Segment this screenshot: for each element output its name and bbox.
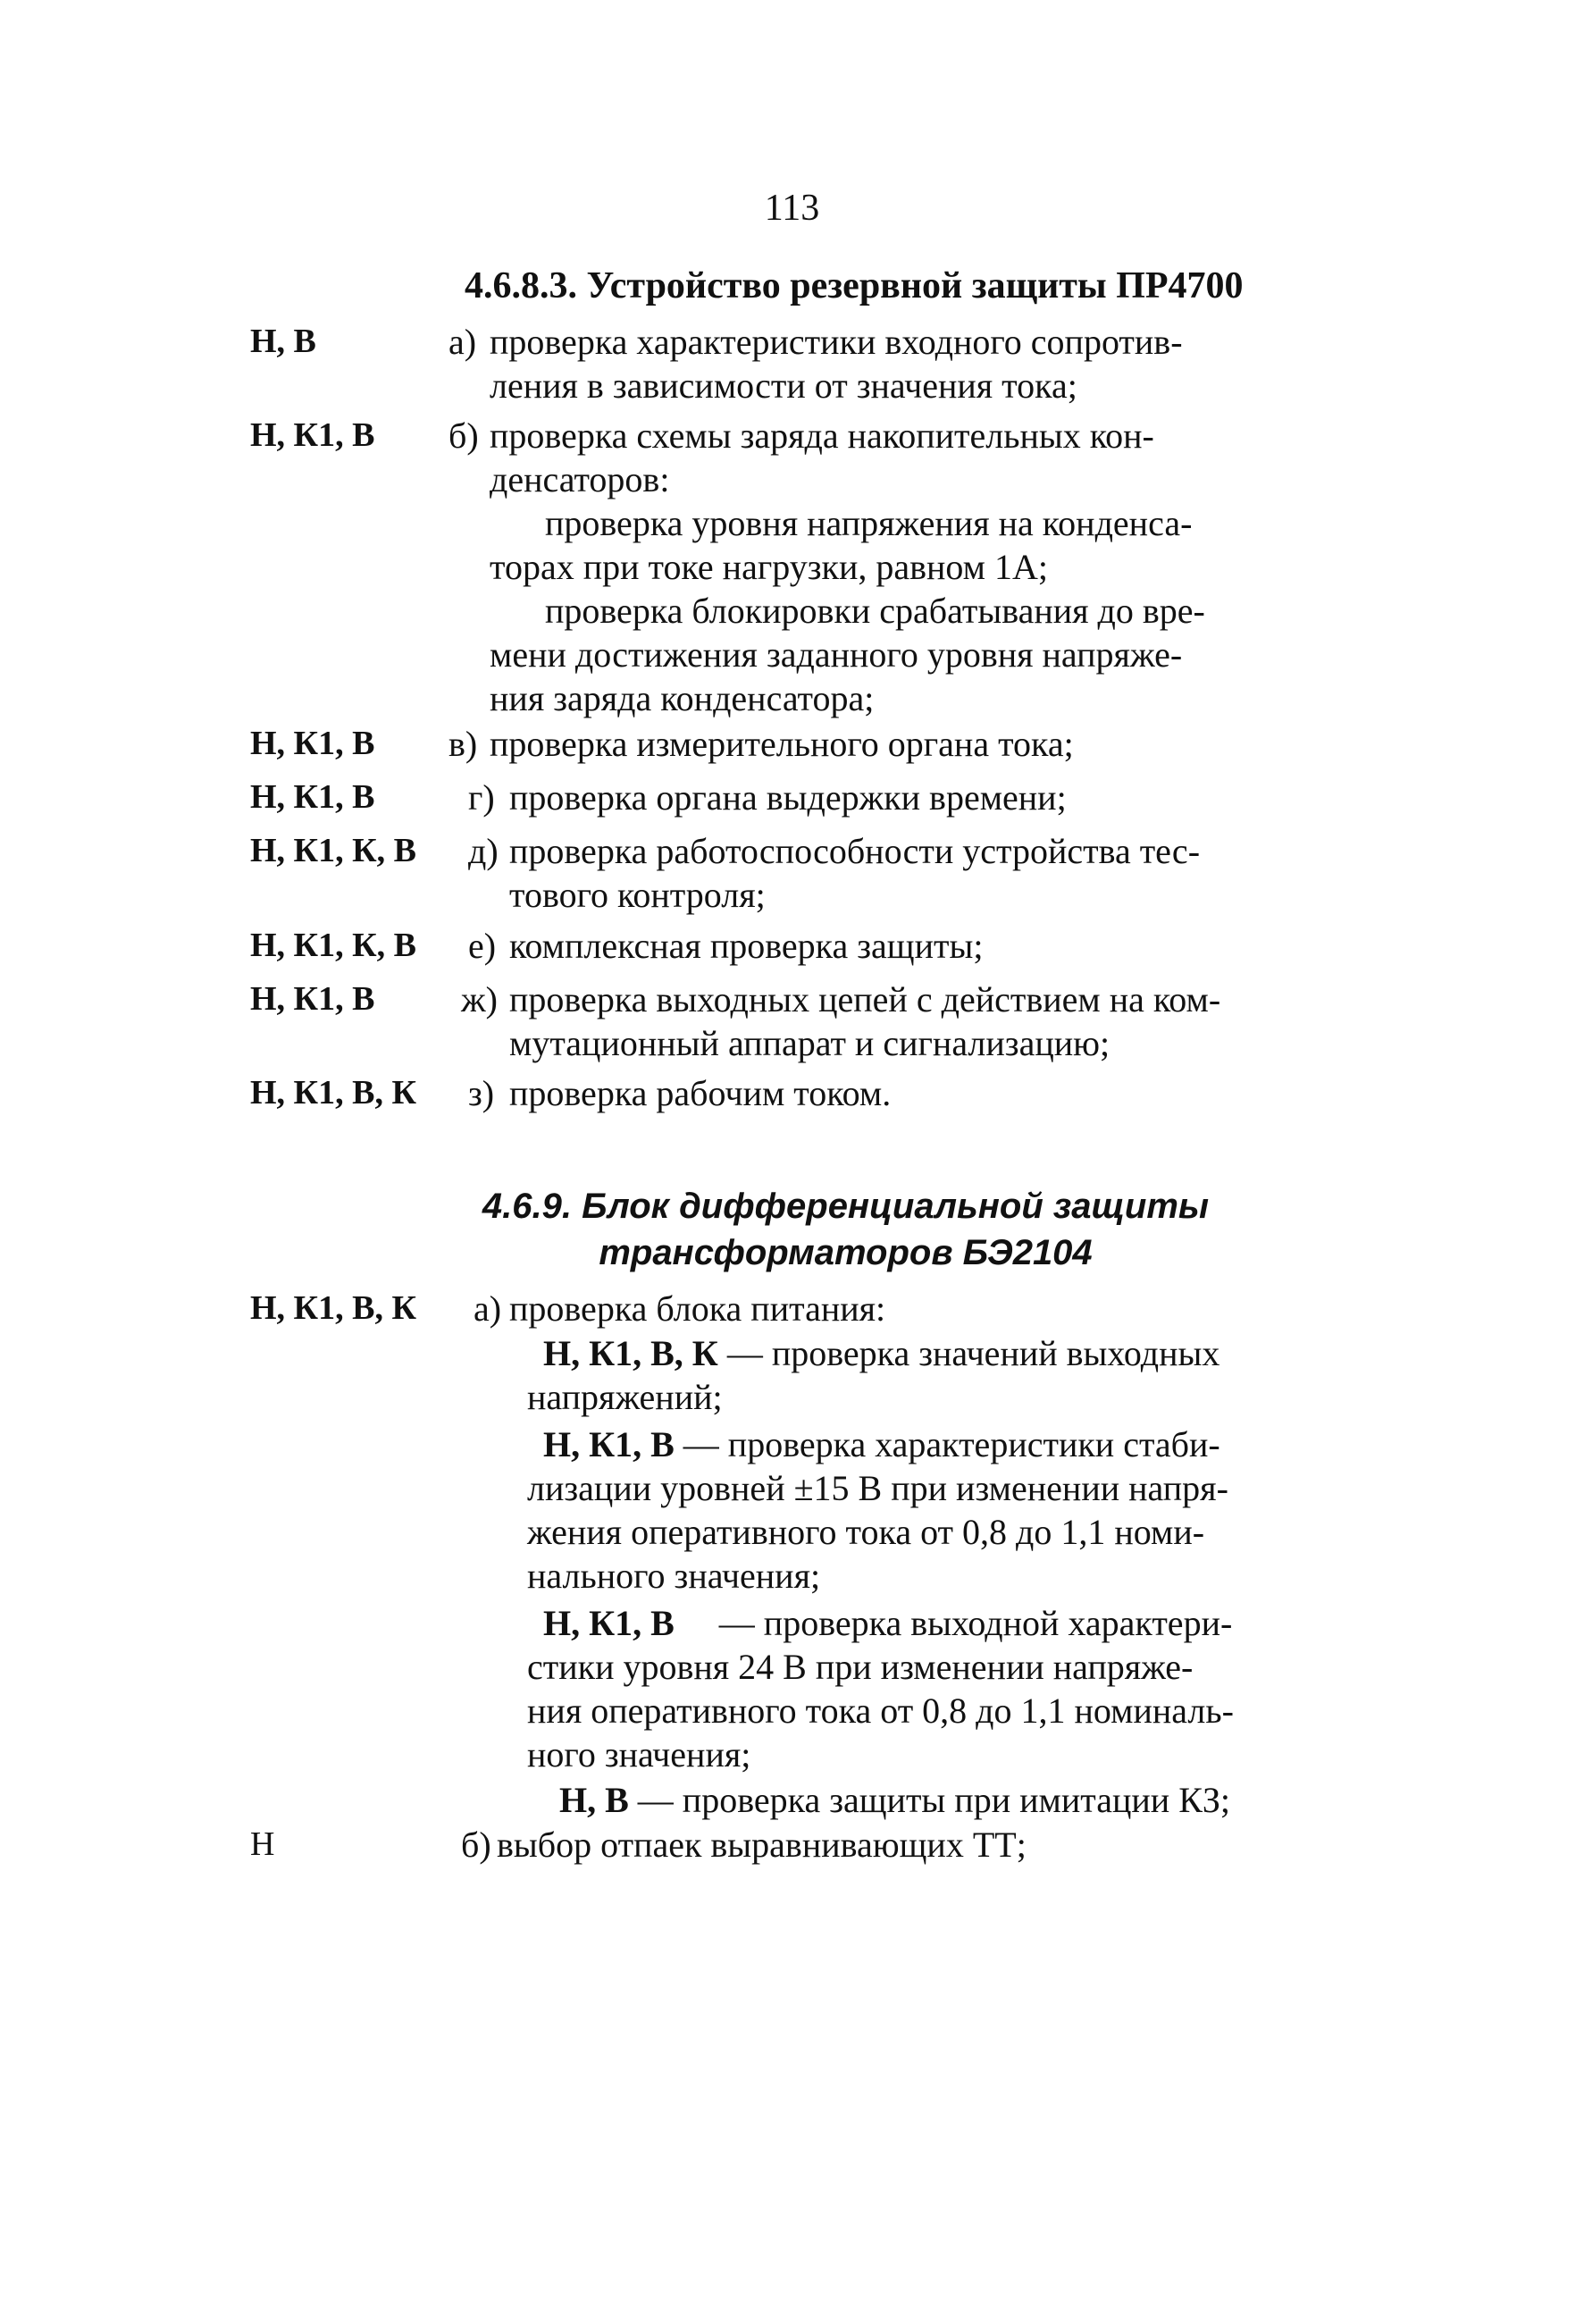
item-text-line: ления в зависимости от значения тока; (490, 365, 1077, 406)
sub-item (527, 1331, 1367, 1419)
item-codes: Н, К1, К, В (250, 832, 417, 869)
item-text-line: проверка работоспособности устройства тес- (509, 831, 1201, 871)
sub-item-text-line: напряжений; (527, 1377, 723, 1417)
sub-item-text-line: торах при токе нагрузки, равном 1А; (490, 547, 1048, 587)
item-text-line: комплексная проверка защиты; (509, 926, 984, 966)
item-marker: б) (461, 1825, 491, 1865)
item-text-line: мутационный аппарат и сигнализацию; (509, 1023, 1110, 1063)
item-text-line: денсаторов: (490, 459, 670, 499)
item-codes: Н, К1, К, В (250, 927, 417, 964)
list-item (448, 320, 1351, 407)
list-item (448, 1823, 1351, 1867)
sub-item-text-line: ния заряда конденсатора; (490, 678, 875, 718)
sub-item-codes: Н, К1, В (543, 1424, 675, 1464)
section-heading-be2104-line2: трансформаторов БЭ2104 (599, 1233, 1093, 1272)
section-heading-be2104-line1: 4.6.9. Блок дифференциальной защиты (482, 1187, 1210, 1226)
sub-item-text-line: жения оперативного тока от 0,8 до 1,1 номи- (527, 1512, 1205, 1552)
item-codes: Н, К1, В (250, 980, 375, 1018)
sub-item-codes: Н, К1, В (543, 1603, 675, 1643)
item-text-line: проверка характеристики входного сопротив- (490, 322, 1183, 362)
item-marker: б) (448, 415, 479, 456)
item-marker: а) (448, 322, 477, 362)
item-marker: а) (474, 1288, 502, 1329)
item-codes: Н, К1, В (250, 778, 375, 816)
sub-item-text-line: нального значения; (527, 1556, 821, 1596)
item-text-line: проверка органа выдержки времени; (509, 777, 1067, 818)
sub-item-text-line: лизации уровней ±15 В при изменении напря- (527, 1468, 1228, 1508)
sub-item-text-line: — проверка значений выходных (717, 1333, 1220, 1373)
list-item (448, 977, 1351, 1065)
sub-item (527, 1601, 1367, 1776)
list-item (448, 722, 1351, 766)
sub-item-codes: Н, В (559, 1780, 629, 1820)
list-item (448, 1287, 1351, 1330)
item-marker: в) (448, 724, 478, 764)
item-codes: Н, К1, В, К (250, 1074, 417, 1112)
item-text-line: проверка выходных цепей с действием на ком- (509, 979, 1221, 1019)
sub-item-text-line: мени достижения заданного уровня напряже- (490, 634, 1183, 675)
item-text-line: проверка блока питания: (509, 1288, 886, 1329)
sub-item (559, 1778, 1383, 1822)
sub-item-text-line: — проверка выходной характери- (674, 1603, 1233, 1643)
sub-item (490, 589, 1351, 720)
sub-item-codes: Н, К1, В, К (543, 1333, 718, 1373)
sub-item (490, 501, 1351, 589)
sub-item-text-line: ного значения; (527, 1734, 751, 1774)
item-marker: г) (468, 777, 495, 818)
item-codes: Н (250, 1825, 275, 1863)
sub-item-text-line: стики уровня 24 В при изменении напряже- (527, 1647, 1194, 1687)
sub-item-text-line: проверка блокировки срабатывания до вре- (545, 591, 1205, 631)
page-number: 113 (764, 188, 820, 229)
item-text-line: проверка измерительного органа тока; (490, 724, 1074, 764)
list-item (448, 776, 1351, 819)
sub-item-text-line: — проверка характеристики стаби- (674, 1424, 1220, 1464)
item-codes: Н, К1, В, К (250, 1289, 417, 1327)
item-marker: д) (468, 831, 499, 871)
item-marker: з) (468, 1073, 495, 1113)
sub-item (527, 1422, 1367, 1598)
list-item (448, 829, 1351, 917)
item-codes: Н, К1, В (250, 725, 375, 762)
section-heading-pr4700: 4.6.8.3. Устройство резервной защиты ПР4700 (465, 265, 1244, 306)
list-item (448, 414, 1351, 501)
list-item (448, 924, 1351, 968)
item-codes: Н, К1, В (250, 416, 375, 454)
item-marker: е) (468, 926, 497, 966)
item-marker: ж) (461, 979, 498, 1019)
sub-item-text-line: ния оперативного тока от 0,8 до 1,1 номиналь- (527, 1691, 1234, 1731)
item-text-line: выбор отпаек выравнивающих ТТ; (497, 1825, 1027, 1865)
sub-item-text-line: проверка уровня напряжения на конденса- (545, 503, 1193, 543)
item-text-line: проверка схемы заряда накопительных кон- (490, 415, 1154, 456)
item-text-line: проверка рабочим током. (509, 1073, 892, 1113)
item-text-line: тового контроля; (509, 875, 766, 915)
list-item (448, 1071, 1351, 1115)
item-codes: Н, В (250, 323, 316, 360)
sub-item-text-line: — проверка защиты при имитации КЗ; (628, 1780, 1231, 1820)
